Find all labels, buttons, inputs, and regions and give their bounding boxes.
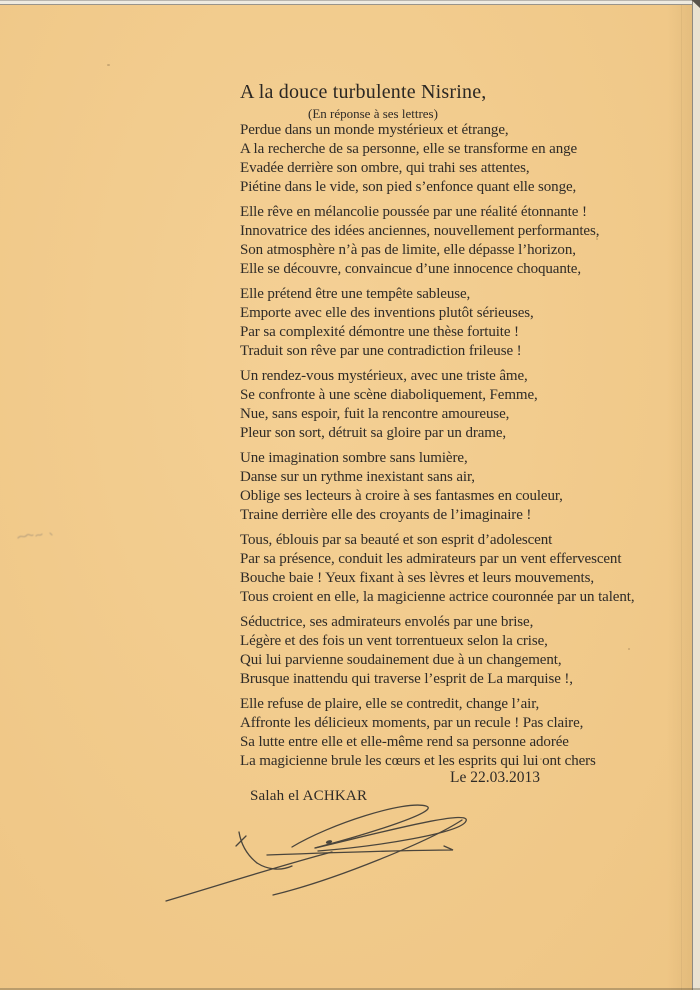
poem-line: Emporte avec elle des inventions plutôt sérieuses, — [240, 305, 534, 321]
poem-line: Par sa présence, conduit les admirateurs par un vent effervescent — [240, 551, 622, 567]
pencil-smudge — [14, 526, 60, 548]
poem-line: Nue, sans espoir, fuit la rencontre amoureuse, — [240, 406, 510, 422]
scan-speck — [107, 64, 110, 66]
poem-line: Perdue dans un monde mystérieux et étrange, — [240, 122, 509, 138]
stanza — [240, 531, 634, 607]
stanza — [240, 203, 634, 279]
stanza — [240, 367, 634, 443]
poem-title: A la douce turbulente Nisrine, — [240, 81, 487, 103]
signature-stroke — [239, 832, 257, 863]
poem-line: Tous croient en elle, la magicienne actrice couronnée par un talent, — [240, 589, 635, 605]
poem-line: A la recherche de sa personne, elle se transforme en ange — [240, 141, 578, 157]
signature-stroke — [166, 852, 332, 901]
paper-crease-line — [681, 0, 682, 990]
poem-subtitle: (En réponse à ses lettres) — [308, 106, 438, 121]
author-name: Salah el ACHKAR — [250, 788, 368, 804]
poem-line: Une imagination sombre sans lumière, — [240, 450, 468, 466]
poem-line: Elle se découvre, convaincue d’une innocence choquante, — [240, 261, 582, 277]
poem-line: Par sa complexité démontre une thèse fortuite ! — [240, 324, 519, 340]
poem-line: Tous, éblouis par sa beauté et son esprit d’adolescent — [240, 532, 553, 548]
smudge-stroke — [18, 534, 33, 538]
poem-line: Un rendez-vous mystérieux, avec une triste âme, — [240, 368, 528, 384]
paper-right-shadow — [667, 0, 693, 990]
smudge-stroke — [36, 534, 42, 536]
poem-line: Elle rêve en mélancolie poussée par une réalité étonnante ! — [240, 204, 587, 220]
scan-edge-right — [692, 0, 700, 990]
poem-line: Evadée derrière son ombre, qui trahi ses attentes, — [240, 160, 530, 176]
poem-line: Son atmosphère n’à pas de limite, elle dépasse l’horizon, — [240, 242, 576, 258]
poem-line: Oblige ses lecteurs à croire à ses fantasmes en couleur, — [240, 488, 563, 504]
signature — [30, 794, 550, 919]
smudge-stroke — [50, 533, 52, 535]
signature-stroke — [236, 836, 246, 846]
poem-line: Qui lui parvienne soudainement due à un changement, — [240, 652, 562, 668]
poem-line: Innovatrice des idées anciennes, nouvellement performantes, — [240, 223, 600, 239]
date-line: Le 22.03.2013 — [450, 769, 540, 786]
poem-line: Pleur son sort, détruit sa gloire par un drame, — [240, 425, 507, 441]
poem-line: La magicienne brule les cœurs et les esprits qui lui ont chers — [240, 753, 596, 769]
poem-line: Séductrice, ses admirateurs envolés par une brise, — [240, 614, 534, 630]
signature-stroke — [273, 820, 462, 895]
stanza — [240, 613, 634, 689]
stanza — [240, 695, 634, 771]
poem-line: Brusque inattendu qui traverse l’esprit de La marquise !, — [240, 671, 573, 687]
stanza — [240, 121, 634, 197]
poem-line: Piétine dans le vide, son pied s’enfonce quant elle songe, — [240, 179, 577, 195]
poem-line: Elle prétend être une tempête sableuse, — [240, 286, 471, 302]
poem-line: Traduit son rêve par une contradiction frileuse ! — [240, 343, 522, 359]
poem-line: Bouche baie ! Yeux fixant à ses lèvres et leurs mouvements, — [240, 570, 595, 586]
stanza — [240, 449, 634, 525]
poem-body — [240, 121, 634, 777]
poem-line: Légère et des fois un vent torrentueux selon la crise, — [240, 633, 548, 649]
poem-line: Sa lutte entre elle et elle-même rend sa personne adorée — [240, 734, 569, 750]
poem-line: Traine derrière elle des croyants de l’imaginaire ! — [240, 507, 532, 523]
poem-line: Elle refuse de plaire, elle se contredit, change l’air, — [240, 696, 540, 712]
poem-line: Affronte les délicieux moments, par un recule ! Pas claire, — [240, 715, 584, 731]
poem-line: Se confronte à une scène diaboliquement, Femme, — [240, 387, 538, 403]
poem-line: Danse sur un rythme inexistant sans air, — [240, 469, 475, 485]
stanza — [240, 285, 634, 361]
scan-edge-top — [0, 0, 700, 5]
